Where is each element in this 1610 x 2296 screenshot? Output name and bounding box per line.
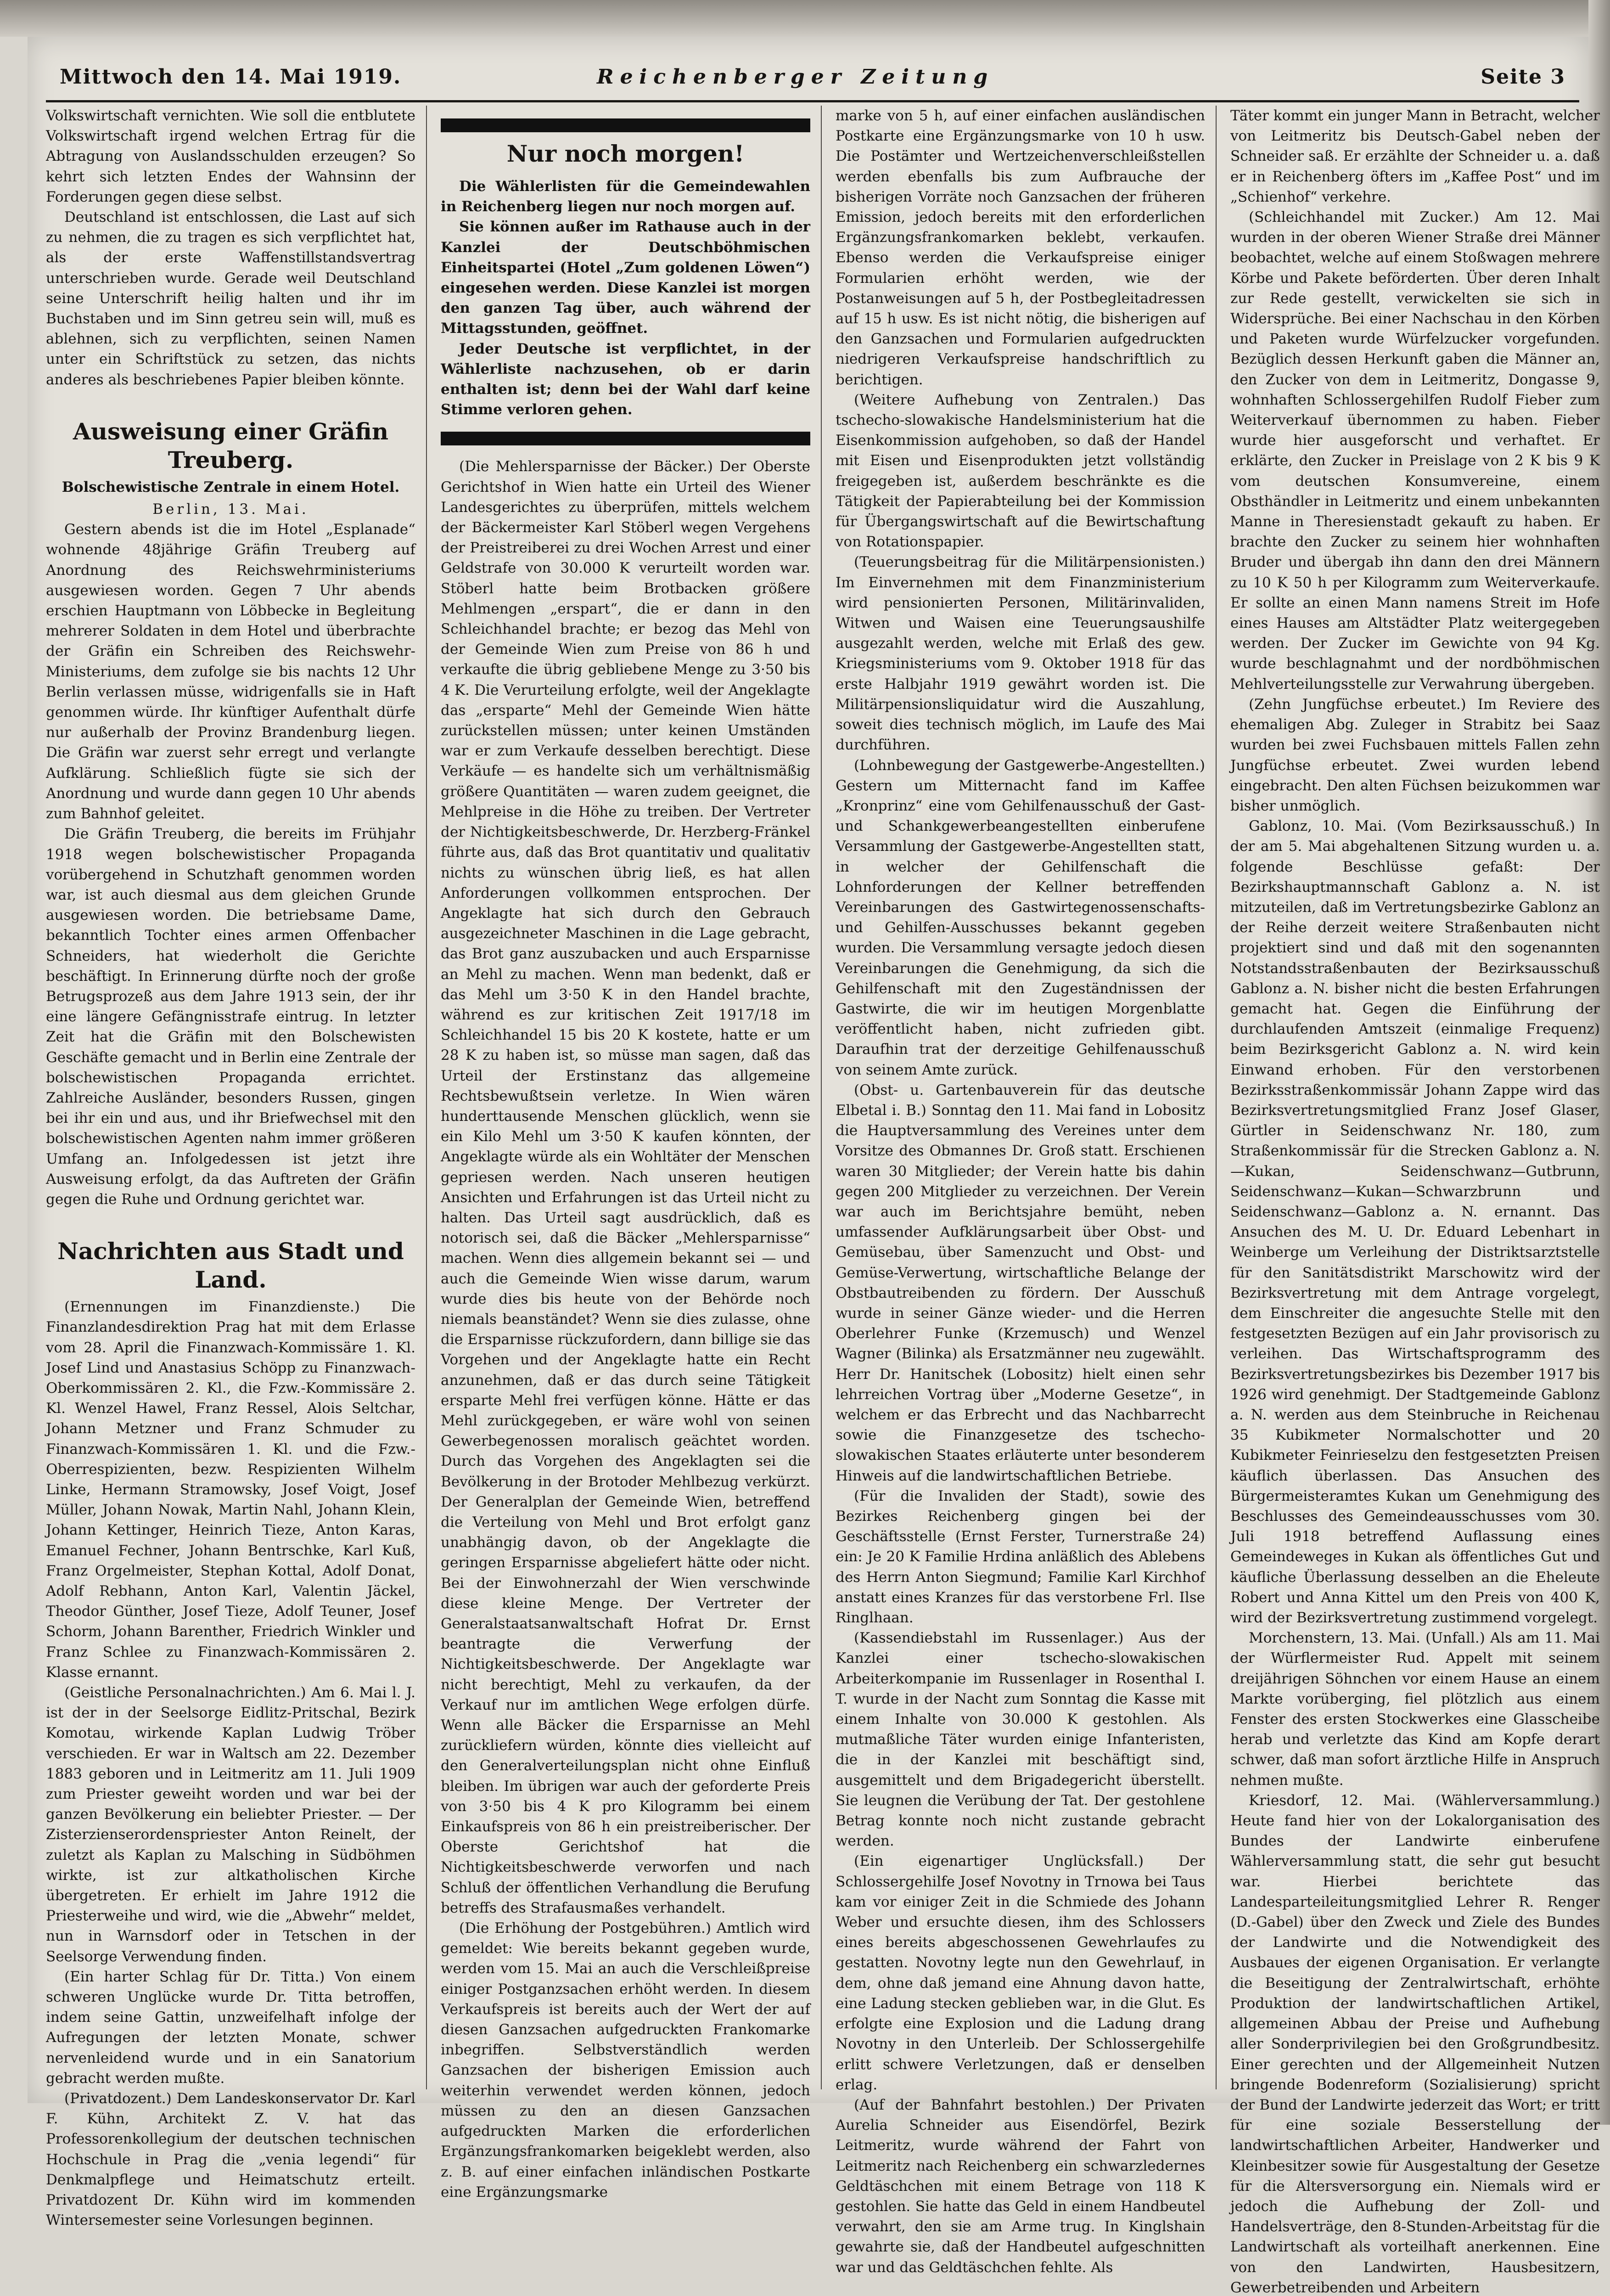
issue-date: Mittwoch den 14. Mai 1919. [60,65,402,89]
notice-title: Nur noch morgen! [506,140,745,167]
article-paragraph: Gestern abends ist die im Hotel „Esplanade“ wohnende 48jährige Gräfin Treuberg auf Anordnung des Reichswehrministeriums ausgewiesen worden. Gegen 7 Uhr abends erschien Hauptmann von Löbbecke in Begleitung mehrerer Soldaten in dem Hotel und überbrachte der Gräfin ein Schreiben des Reichswehr-Ministeriums, dem zufolge sie bis nachts 12 Uhr Berlin verlassen müsse, widrigenfalls sie in Haft genommen würde. Ihr künftiger Aufenthalt dürfe nur außerhalb der Provinz Brandenburg liegen. Die Gräfin war zuerst sehr erregt und verlangte Aufklärung. Schließlich fügte sie sich der Anordnung und wurde dann gegen 10 Uhr abends zum Bahnhof geleitet. [46,521,415,822]
news-item: (Ein eigenartiger Unglücksfall.) Der Schlossergehilfe Josef Novotny in Trnowa bei Taus kam vor einiger Zeit in die Schmiede des Johann Weber und ersuchte diesen, ihm des Schlossers eines bereits abgeschossenen Gewehrlaufes zu gestatten. Novotny legte nun den Gewehrlauf, in dem, ohne daß jemand eine Ahnung davon hatte, eine Ladung stecken geblieben war, in die Glut. Es erfolgte eine Explosion und die Ladung drang Novotny in den Unterleib. Der Schlossergehilfe erlitt schwere Verletzungen, daß er denselben erlag. [836,1853,1205,2093]
headline-nachrichten: Nachrichten aus Stadt und Land. [57,1238,404,1294]
notice-paragraph: Die Wählerlisten für die Gemeindewahlen in Reichenberg liegen nur noch morgen auf. [441,178,810,215]
news-item: (Teuerungsbeitrag für die Militärpensionisten.) Im Einvernehmen mit dem Finanzministerium wird pensionierten Personen, Militärinvaliden, Witwen und Waisen eine Teuerungsaushilfe ausgezahlt werden, welche mit Erlaß des gew. Kriegsministeriums vom 9. Oktober 1918 für das erste Halbjahr 1919 gewährt worden ist. Die Militärpensionsliquidatur wird die Auszahlung, soweit dies technisch möglich, im Laufe des Mai durchführen. [836,554,1205,754]
news-item: (Geistliche Personalnachrichten.) Am 6. Mai l. J. ist der in der Seelsorge Eidlitz-Pritschal, Bezirk Komotau, wirkende Kaplan Ludwig Tröber verschieden. Er war in Waltsch am 22. Dezember 1883 geboren und in Leitmeritz am 11. Juli 1909 zum Priester geweiht worden und war bei der ganzen Bevölkerung ein beliebter Priester. — Der Zisterzienserordenspriester Anton Reinelt, der zuletzt als Kaplan zu Malsching in Südböhmen wirkte, ist zur altkatholischen Kirche übergetreten. Er erhielt im Jahre 1912 die Priesterweihe und wird, wie die „Abwehr“ meldet, nun in Warnsdorf oder in Tetschen in der Seelsorge Verwendung finden. [46,1684,415,1965]
news-item: (Ein harter Schlag für Dr. Titta.) Von einem schweren Unglücke wurde Dr. Titta betroffen, indem seine Gattin, unzweifelhaft infolge der Aufregungen der letzten Monate, schwer nervenleidend wurde und in ein Sanatorium gebracht werden mußte. [46,1968,415,2087]
news-item: (Kassendiebstahl im Russenlager.) Aus der Kanzlei einer tschecho-slowakischen Arbeiterkompanie im Russenlager in Rosenthal I. T. wurde in der Nacht zum Sonntag die Kasse mit einem Inhalte von 30.000 K gestohlen. Als mutmaßliche Täter wurden einige Infanteristen, die in der Kanzlei mit beschäftigt sind, ausgemittelt und dem Brigadegericht überstellt. Sie leugnen die Verübung der Tat. Der gestohlene Betrag konnte noch nicht zustande gebracht werden. [836,1630,1205,1850]
news-item: (Die Mehlersparnisse der Bäcker.) Der Oberste Gerichtshof in Wien hatte ein Urteil des Wiener Landesgerichtes zu überprüfen, mittels welchem der Bäckermeister Karl Stöberl wegen Vergehens der Preistreiberei zu drei Wochen Arrest und einer Geldstrafe von 30.000 K verurteilt worden war. Stöberl hatte beim Brotbacken größere Mehlmengen „erspart“, die er dann in den Schleichhandel brachte; er bezog das Mehl von der Gemeinde Wien zum Preise von 86 h und verkaufte die übrig gebliebene Menge zu 3·50 bis 4 K. Die Verurteilung erfolgte, weil der Angeklagte das „ersparte“ Mehl der Gemeinde Wien hätte zurückstellen müssen; unter keinen Umständen war er zum Verkaufe desselben berechtigt. Diese Verkäufe — es handelte sich um verhältnismäßig größere Quantitäten — waren zudem geeignet, die Mehlpreise in die Höhe zu treiben. Der Vertreter der Nichtigkeitsbeschwerde, Dr. Herzberg-Fränkel führte aus, daß das Brot quantitativ und qualitativ nichts zu wünschen übrig ließ, es hat allen Anforderungen vollkommen entsprochen. Der Angeklagte hat sich durch den Gebrauch ausgezeichneter Maschinen in die Lage gebracht, das Brot ganz auszubacken und auch Ersparnisse an Mehl zu machen. Wenn man bedenkt, daß er das Mehl um 3·50 K in den Handel brachte, während es zur kritischen Zeit 1917/18 im Schleichhandel 15 bis 20 K kostete, hatte er um 28 K zu haben ist, so müsse man sagen, daß das Urteil der Erstinstanz das allgemeine Rechtsbewußtsein verletze. In Wien wären hunderttausende Menschen glücklich, wenn sie ein Kilo Mehl um 3·50 K kaufen könnten, der Angeklagte würde als ein Wohltäter der Menschen gepriesen werden. Nach unseren heutigen Ansichten und Erfahrungen ist das Urteil nicht zu halten. Das Urteil sagt ausdrücklich, daß es notorisch sei, daß die Bäcker „Mehlersparnisse“ machen. Wenn dies allgemein bekannt sei — und auch die Gemeinde Wien wisse darum, warum wurde dies bis heute von der Behörde noch niemals beanständet? Wenn sie dies zulasse, ohne die Ersparnisse rückzufordern, dann billige sie das Vorgehen und der Angeklagte hatte ein Recht anzunehmen, daß er das durch seine Tätigkeit ersparte Mehl frei verfügen könne. Hätte er das Mehl zurückgegeben, er wäre wohl von seinen Gewerbegenossen moralisch geächtet worden. Durch das Vorgehen des Angeklagten sei die Bevölkerung in der Brotoder Mehlbezug verkürzt. Der Generalplan der Gemeinde Wien, betreffend die Verteilung von Mehl und Brot erfolgt ganz unabhängig davon, ob der Angeklagte die geringen Ersparnisse abgeliefert hätte oder nicht. Bei der Einwohnerzahl der Wien verschwinde diese kleine Menge. Der Vertreter der Generalstaatsanwaltschaft Hofrat Dr. Ernst beantragte die Verwerfung der Nichtigkeitsbeschwerde. Der Angeklagte war nicht berechtigt, Mehl zu verkaufen, da der Verkauf nur im amtlichen Wege erfolgen dürfe. Wenn alle Bäcker die Ersparnisse an Mehl zurückliefern würden, könnte dies vielleicht auf den Generalverteilungsplan nicht ohne Einfluß bleiben. Im übrigen war auch der geforderte Preis von 3·50 bis 4 K pro Kilogramm bei einem Einkaufspreis von 86 h ein preistreiberischer. Der Oberste Gerichtshof hat die Nichtigkeitsbeschwerde verworfen und nach Schluß der öffentlichen Verhandlung die Berufung betreffs des Strafausmaßes verhandelt. [441,458,810,1916]
subheadline-treuberg: Bolschewistische Zentrale in einem Hotel. [62,478,400,495]
news-item: (Auf der Bahnfahrt bestohlen.) Der Privaten Aurelia Schneider aus Eisendörfel, Bezirk Leitmeritz, wurde während der Fahrt von Leitmeritz nach Reichenberg ein schwarzledernes Geldtäschchen mit einem Betrage von 118 K gestohlen. Sie hatte das Geld in einem Handbeutel verwahrt, den sie am Arme trug. In Kinglshain gewahrte sie, daß der Handbeutel aufgeschnitten war und das Geldtäschchen fehlte. Als [836,2096,1205,2276]
notice-paragraph: Sie können außer im Rathause auch in der Kanzlei der Deutschböhmischen Einheitspartei (Hotel „Zum goldenen Löwen“) eingesehen werden. Diese Kanzlei ist morgen den ganzen Tag über, auch während der Mittagsstunden, geöffnet. [441,219,810,337]
column-3 [836,106,1205,2276]
column-rule [1216,106,1217,2089]
news-item: Gablonz, 10. Mai. (Vom Bezirksausschuß.) In der am 5. Mai abgehaltenen Sitzung wurden u. a. folgende Beschlüsse gefaßt: Der Bezirkshauptmannschaft Gablonz a. N. ist mitzuteilen, daß im Vertretungsbezirke Gablonz an der Reihe derzeit weitere Straßenbauten nicht projektiert sind und daß mit den sogenannten Notstandsstraßenbauten der Bezirksausschuß Gablonz a. N. bisher nicht die besten Erfahrungen gemacht hat. Gegen die Einführung der durchlaufenden Amtszeit (einmalige Frequenz) beim Bezirksgericht Gablonz a. N. wird kein Einwand erhoben. Für den verstorbenen Bezirksstraßenkommissär Johann Zappe wird das Bezirksvertretungsmitglied Franz Josef Glaser, Gürtler in Seidenschwanz Nr. 180, zum Straßenkommissär für die Strecken Gablonz a. N.—Kukan, Seidenschwanz—Gutbrunn, Seidenschwanz—Kukan—Schwarzbrunn und Seidenschwanz—Gablonz a. N. ernannt. Das Ansuchen des M. U. Dr. Eduard Lebenhart in Weinberge um Verleihung der Distriktsarztstelle für den Sanitätsdistrikt Marschowitz wird der Bezirksvertretung mit dem Antrage vorgelegt, dem Einschreiter die angesuchte Stelle mit den festgesetzten Bezügen auf ein Jahr provisorisch zu verleihen. Das Wirtschaftsprogramm des Bezirksvertretungsbezirkes bis Dezember 1917 bis 1926 wird genehmigt. Der Stadtgemeinde Gablonz a. N. werden aus dem Steinbruche in Reichenau 35 Kubikmeter Normalschotter und 20 Kubikmeter Feinrieselzu den festgesetzten Preisen käuflich überlassen. Das Ansuchen des Bürgermeisteramtes Kukan um Genehmigung des Beschlusses des Gemeindeausschusses vom 30. Juli 1918 betreffend Auflassung eines Gemeindeweges in Kukan als öffentliches Gut und käufliche Überlassung desselben an die Eheleute Robert und Anna Kittel um den Preis von 400 K, wird der Bezirksvertretung zustimmend vorgelegt. [1230,818,1600,1626]
masthead [46,65,1570,97]
news-item: (Die Erhöhung der Postgebühren.) Amtlich wird gemeldet: Wie bereits bekannt gegeben wurde, werden vom 15. Mai an auch die Verschleißpreise einiger Postganzsachen erhöht werden. In diesem Verkaufspreis ist bereits auch der Wert der auf diesen Ganzsachen aufgedruckten Frankomarke inbegriffen. Selbstverständlich werden Ganzsachen der bisherigen Emission auch weiterhin verwendet werden können, jedoch müssen zu den an diesen Ganzsachen aufgedruckten Marken die erforderlichen Ergänzungsfrankomarken beigeklebt werden, also z. B. auf einer einfachen inländischen Postkarte eine Ergänzungsmarke [441,1920,810,2200]
news-item: Morchenstern, 13. Mai. (Unfall.) Als am 11. Mai der Würflermeister Rud. Appelt mit seinem dreijährigen Söhnchen vor einem Hause an einem Markte vorüberging, fiel plötzlich aus einem Fenster des ersten Stockwerkes eine Glasscheibe herab und verletzte das Kind am Kopfe derart schwer, daß man sofort ärztliche Hilfe in Anspruch nehmen mußte. [1230,1630,1600,1789]
news-item: (Schleichhandel mit Zucker.) Am 12. Mai wurden in der oberen Wiener Straße drei Männer beobachtet, welche auf einem Stoßwagen mehrere Körbe und Pakete beförderten. Über deren Inhalt zur Rede gestellt, verwickelten sie sich in Widersprüche. Bei einer Nachschau in den Körben und Paketen wurde Würfelzucker vorgefunden. Bezüglich dessen Herkunft gaben die Männer an, den Zucker von dem in Leitmeritz, Dongasse 9, wohnhaften Schlossergehilfen Rudolf Fieber zum Weiterverkauf übernommen zu haben. Fieber wurde hier ausgeforscht und verhaftet. Er erklärte, den Zucker in Preislage von 2 K bis 9 K vom deutschen Konsumvereine, einem Obsthändler in Leitmeritz und einem unbekannten Manne in Theresienstadt gekauft zu haben. Er brachte den Zucker zu seinem hier wohnhaften Bruder und übergab ihn dann den drei Männern zu 10 K 50 h per Kilogramm zum Weiterverkaufe. Er sollte an einen Mann namens Streit im Hofe eines Hauses am Altstädter Platz weitergegeben werden. Der Zucker im Gewichte von 94 Kg. wurde beschlagnahmt und der nordböhmischen Mehlverteilungsstelle zur Verwahrung übergeben. [1230,209,1600,692]
column-4 [1230,106,1600,2296]
news-item: (Privatdozent.) Dem Landeskonservator Dr. Karl F. Kühn, Architekt Z. V. hat das Professorenkollegium der deutschen technischen Hochschule in Prag die „venia legendi“ für Denkmalpflege und Heimatschutz erteilt. Privatdozent Dr. Kühn wird im kommenden Wintersemester seine Vorlesungen beginnen. [46,2090,415,2229]
column-1 [46,106,415,2229]
election-notice-box [441,118,810,445]
page-number: Seite 3 [1481,65,1565,89]
notice-bottom-bar [441,432,810,445]
notice-top-bar [441,118,810,132]
news-item: (Für die Invaliden der Stadt), sowie des Bezirkes Reichenberg gingen bei der Geschäftsstelle (Ernst Ferster, Turnerstraße 24) ein: Je 20 K Familie Hrdina anläßlich des Ablebens des Herrn Anton Siegmund; Familie Karl Kirchhof anstatt eines Kranzes für das verstorbene Frl. Ilse Ringlhaan. [836,1487,1205,1626]
paper-title: Reichenberger Zeitung [597,65,994,89]
article-paragraph: Volkswirtschaft vernichten. Wie soll die entblutete Volkswirtschaft irgend welchen Ertrag für die Abtragung von Auslandsschulden erzeugen? So kehrt sich letzten Endes der Wahnsinn der Forderungen gegen diese selbst. [46,107,415,205]
masthead-rule [46,100,1579,102]
article-paragraph: Die Gräfin Treuberg, die bereits im Frühjahr 1918 wegen bolschewistischer Propaganda vorübergehend in Schutzhaft genommen worden war, ist auch diesmal aus dem gleichen Grunde ausgewiesen worden. Die betriebsame Dame, bekanntlich Tochter eines armen Offenbacher Schneiders, hat wiederholt die Gerichte beschäftigt. In Erinnerung dürfte noch der große Betrugsprozeß aus dem Jahre 1913 sein, der ihr eine längere Gefängnisstrafe eintrug. In letzter Zeit hat die Gräfin mit den Bolschewisten Geschäfte gemacht und in Berlin eine Zentrale der bolschewistischen Propaganda errichtet. Zahlreiche Ausländer, besonders Russen, gingen bei ihr ein und aus, und ihr Briefwechsel mit den bolschewistischen Agenten nahm immer größeren Umfang an. Infolgedessen ist jetzt ihre Ausweisung erfolgt, da das Auftreten der Gräfin gegen die Ruhe und Ordnung gerichtet war. [46,826,415,1208]
article-paragraph: Deutschland ist entschlossen, die Last auf sich zu nehmen, die zu tragen es sich verpflichtet hat, als der erste Waffenstillstandsvertrag unterschrieben wurde. Gerade weil Deutschland seine Unterschrift heilig halten und ihr im Buchstaben und im Sinn getreu sein will, muß es ablehnen, sich zu verpflichten, seinen Namen unter ein Schriftstück zu setzen, das nichts anderes als beschriebenes Papier bleiben könnte. [46,209,415,388]
notice-paragraph: Jeder Deutsche ist verpflichtet, in der Wählerliste nachzusehen, ob er darin enthalten ist; denn bei der Wahl darf keine Stimme verloren gehen. [441,340,810,418]
news-item: (Lohnbewegung der Gastgewerbe-Angestellten.) Gestern um Mitternacht fand im Kaffee „Kronprinz“ eine vom Gehilfenausschuß der Gast- und Schankgewerbeangestellten einberufene Versammlung der Gastgewerbe-Angestellten statt, in welcher der Gehilfenschaft die Lohnforderungen der Kellner betreffenden Vereinbarungen des Gastwirtegenossenschafts- und Gehilfen-Ausschusses bekannt gegeben wurden. Die Versammlung versagte jedoch diesen Vereinbarungen die Genehmigung, da sich die Gehilfenschaft mit den Zugeständnissen der Gastwirte, die wir im heutigen Morgenblatte veröffentlicht haben, nicht zufrieden gibt. Daraufhin trat der derzeitige Gehilfenausschuß von seinem Amte zurück. [836,757,1205,1078]
news-item: (Zehn Jungfüchse erbeutet.) Im Reviere des ehemaligen Abg. Zuleger in Strabitz bei Saaz wurden bei zwei Fuchsbauen mittels Fallen zehn Jungfüchse erbeutet. Zwei wurden lebend eingebracht. Den alten Füchsen beizukommen war bisher unmöglich. [1230,696,1600,814]
news-item: Täter kommt ein junger Mann in Betracht, welcher von Leitmeritz bis Deutsch-Gabel neben der Schneider saß. Er erzählte der Schneider u. a. daß er in Reichenberg öfters im „Kaffee Post“ und im „Schienhof“ verkehre. [1230,107,1600,205]
news-item: Kriesdorf, 12. Mai. (Wählerversammlung.) Heute fand hier von der Lokalorganisation des Bundes der Landwirte einberufene Wählerversammlung statt, die sehr gut besucht war. Hierbei berichtete das Landesparteileitungsmitglied Lehrer R. Renger (D.-Gabel) über den Zweck und Ziele des Bundes der Landwirte und die Notwendigkeit des Ausbaues der eigenen Organisation. Er verlangte die Beseitigung der Zentralwirtschaft, erhöhte Produktion der landwirtschaftlichen Artikel, allgemeinen Abbau der Preise und Aufhebung aller Sonderprivilegien bei den Großgrundbesitz. Einer gerechten und der Allgemeinheit Nutzen bringende Bodenreform (Sozialisierung) spricht der Bund der Landwirte jederzeit das Wort; er tritt für eine soziale Besserstellung der landwirtschaftlichen Arbeiter, Handwerker und Kleinbesitzer sowie für Ausgestaltung der Gesetze für die Altersversorgung ein. Niemals wird er jedoch die Aufhebung der Zoll- und Handelsverträge, den 8-Stunden-Arbeitstag für die Landwirtschaft als vorteilhaft anerkennen. Eine von den Landwirten, Hausbesitzern, Gewerbetreibenden und Arbeitern [1230,1792,1600,2296]
column-2 [441,106,810,2200]
dateline-berlin: Berlin, 13. Mai. [152,501,309,518]
headline-treuberg: Ausweisung einer Gräfin Treuberg. [73,417,389,473]
scan-top-edge [0,0,1610,37]
newspaper-page [28,37,1600,2296]
news-item: (Ernennungen im Finanzdienste.) Die Finanzlandesdirektion Prag hat mit dem Erlasse vom 28. April die Finanzwach-Kommissäre 1. Kl. Josef Lind und Anastasius Schöpp zu Finanzwach-Oberkommissären 2. Kl., die Fzw.-Kommissäre 2. Kl. Wenzel Hawel, Franz Ressel, Alois Seltchar, Johann Metzner und Franz Schmuder zu Finanzwach-Kommissären 1. Kl. und die Fzw.-Oberrespizienten, bezw. Respizienten Wilhelm Linke, Hermann Stramowsky, Josef Voigt, Josef Müller, Johann Nowak, Martin Nahl, Johann Klein, Johann Kettinger, Heinrich Tieze, Anton Karas, Emanuel Fechner, Johann Bentrschke, Karl Kuß, Franz Orgelmeister, Stephan Kottal, Adolf Donat, Adolf Rebhann, Anton Karl, Valentin Jäckel, Theodor Günther, Josef Tieze, Adolf Teuner, Josef Schorm, Johann Barenther, Friedrich Winkler und Franz Schlee zu Finanzwach-Kommissären 2. Klasse ernannt. [46,1299,415,1681]
news-item: marke von 5 h, auf einer einfachen ausländischen Postkarte eine Ergänzungsmarke von 10 h usw. Die Postämter und Wertzeichenverschleißstellen werden ebenfalls bis zum Aufbrauche der bisherigen Vorräte noch Ganzsachen der früheren Emission, jedoch bereits mit den erforderlichen Ergänzungsfrankomarken beklebt, verkaufen. Ebenso werden die Verkaufspreise einiger Formularien erhöht werden, wie der Postanweisungen auf 5 h, der Postbegleitadressen auf 15 h usw. Es ist nicht nötig, die bisherigen auf den Ganzsachen und Formularien aufgedruckten niedrigeren Verkaufspreise handschriftlich zu berichtigen. [836,107,1205,388]
news-item: (Weitere Aufhebung von Zentralen.) Das tschecho-slowakische Handelsministerium hat die Eisenkommission aufgehoben, so daß der Handel mit Eisen und Eisenprodukten jetzt vollständig freigegeben ist, außerdem beschränkte es die Tätigkeit der Papierabteilung bei der Kommission für Übergangswirtschaft auf die Bewirtschaftung von Rotationspapier. [836,391,1205,551]
news-item: (Obst- u. Gartenbauverein für das deutsche Elbetal i. B.) Sonntag den 11. Mai fand in Lobositz die Hauptversammlung des Vereines unter dem Vorsitze des Obmannes Dr. Groß statt. Erschienen waren 30 Mitglieder; der Verein hatte bis dahin gegen 200 Mitglieder zu verzeichnen. Der Verein war auch im Berichtsjahre bemüht, neben umfassender Aufklärungsarbeit über Obst- und Gemüsebau, über Samenzucht und Obst- und Gemüse-Verwertung, wirtschaftliche Belange der Obstbautreibenden zu fördern. Der Ausschuß wurde in seiner Gänze wieder- und die Herren Oberlehrer Funke (Krzemusch) und Wenzel Wagner (Bilinka) als Ersatzmänner neu zugewählt. Herr Dr. Hanitschek (Lobositz) hielt einen sehr lehrreichen Vortrag über „Moderne Gesetze“, in welchem er das Erbrecht und das Nachbarrecht sowie die Finanzgesetze des tschecho-slowakischen Staates erläuterte unter besonderem Hinweis auf die landwirtschaftlichen Betriebe. [836,1081,1205,1484]
column-rule [821,106,822,2089]
column-rule [426,106,427,2089]
